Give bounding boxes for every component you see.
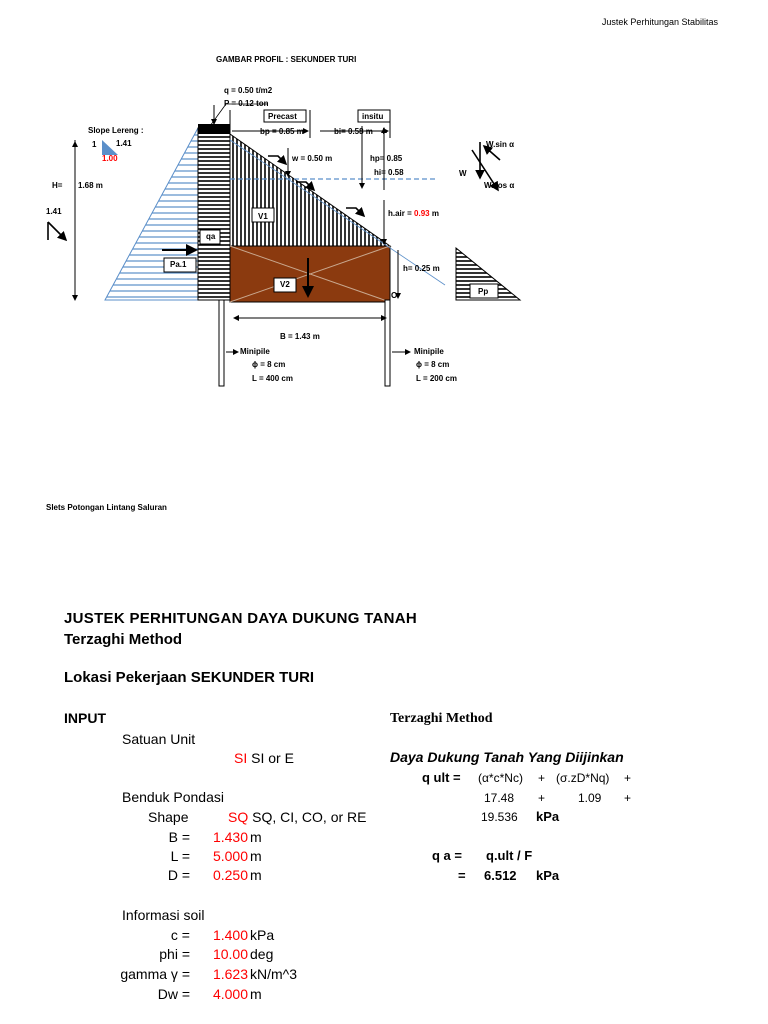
- label-h-value: 1.68 m: [78, 181, 103, 190]
- label-slope-1: 1: [92, 140, 97, 149]
- label-slope-100: 1.00: [102, 154, 118, 163]
- qult-plus3: +: [538, 791, 546, 805]
- label-wcos: W.cos α: [484, 181, 515, 190]
- caption: Slets Potongan Lintang Saluran: [46, 503, 167, 512]
- minipile-left-phi: ϕ = 8 cm: [252, 360, 286, 369]
- label-w: w = 0.50 m: [292, 154, 333, 163]
- label-left-141: 1.41: [46, 207, 62, 216]
- daya-heading: Daya Dukung Tanah Yang Diijinkan: [390, 749, 624, 765]
- qa-eq: =: [458, 868, 466, 883]
- qult-plus1: +: [538, 771, 546, 785]
- qult-term2: (σ.zD*Nq): [556, 771, 610, 785]
- l-label: L =: [170, 848, 190, 864]
- qa-unit: kPa: [536, 868, 560, 883]
- label-h: H=: [52, 181, 63, 190]
- label-b-width: B = 1.43 m: [280, 332, 320, 341]
- b-unit: m: [250, 829, 262, 845]
- dw-unit: m: [250, 986, 262, 1002]
- satuan-value: SI: [234, 750, 248, 766]
- minipile-right-label: Minipile: [414, 347, 444, 356]
- shape-label: Shape: [148, 809, 189, 825]
- qa-expr: q.ult / F: [486, 848, 533, 863]
- drawing-title: GAMBAR PROFIL : SEKUNDER TURI: [216, 55, 357, 64]
- satuan-note: SI or E: [251, 750, 294, 766]
- label-qa: qa: [206, 232, 216, 241]
- wall: [198, 128, 230, 300]
- label-hair: h.air =: [388, 209, 412, 218]
- b-label: B =: [168, 829, 190, 845]
- qult-term1: (α*c*Nc): [478, 771, 523, 785]
- left-soil-slope: [105, 128, 198, 300]
- lokasi: Lokasi Pekerjaan SEKUNDER TURI: [64, 669, 315, 686]
- label-slope-141: 1.41: [116, 139, 132, 148]
- label-pp: Pp: [478, 287, 489, 296]
- d-label: D =: [167, 867, 190, 883]
- qult-v2: 1.09: [578, 791, 602, 805]
- label-precast: Precast: [268, 112, 297, 121]
- minipile-right-phi: ϕ = 8 cm: [416, 360, 450, 369]
- label-hair-value: 0.93: [414, 209, 430, 218]
- label-v2: V2: [280, 280, 290, 289]
- phi-label: phi =: [159, 946, 190, 962]
- satuan-label: Satuan Unit: [122, 731, 196, 747]
- label-v1: V1: [258, 212, 268, 221]
- shape-value: SQ: [228, 809, 249, 825]
- label-slope: Slope Lereng :: [88, 126, 144, 135]
- qult-value: 19.536: [481, 810, 518, 824]
- v1-wedge: [230, 134, 390, 246]
- label-bp: bp = 0.85 m: [260, 127, 304, 136]
- label-pa1: Pa.1: [170, 260, 187, 269]
- gamma-label: gamma γ =: [120, 966, 190, 982]
- d-unit: m: [250, 867, 262, 883]
- label-w-letter: W: [459, 169, 467, 178]
- gamma-value: 1.623: [212, 966, 248, 982]
- b-value: 1.430: [212, 829, 248, 845]
- shape-note: SQ, CI, CO, or RE: [252, 809, 367, 825]
- d-value: 0.250: [212, 867, 248, 883]
- calc-subtitle: Terzaghi Method: [64, 631, 183, 648]
- page-header-title: Justek Perhitungan Stabilitas: [601, 17, 718, 27]
- minipile-left-label: Minipile: [240, 347, 270, 356]
- label-wsin: W.sin α: [486, 140, 515, 149]
- label-hi: hi= 0.58: [374, 168, 404, 177]
- label-q: q = 0.50 t/m2: [224, 86, 273, 95]
- benduk-label: Benduk Pondasi: [122, 789, 224, 805]
- input-heading: INPUT: [64, 710, 106, 726]
- minipile-left-len: L = 400 cm: [252, 374, 293, 383]
- gamma-unit: kN/m^3: [250, 966, 298, 982]
- calc-title: JUSTEK PERHITUNGAN DAYA DUKUNG TANAH: [64, 610, 418, 627]
- label-bi: bi= 0.58 m: [334, 127, 373, 136]
- qult-plus2: +: [624, 771, 632, 785]
- c-value: 1.400: [212, 927, 248, 943]
- dw-value: 4.000: [212, 986, 248, 1002]
- c-label: c =: [170, 927, 190, 943]
- phi-value: 10.00: [212, 946, 248, 962]
- qult-label: q ult =: [422, 770, 461, 785]
- wall-cap: [198, 124, 230, 134]
- soil-label: Informasi soil: [122, 907, 205, 923]
- qult-plus4: +: [624, 791, 632, 805]
- qult-unit: kPa: [536, 809, 560, 824]
- l-unit: m: [250, 848, 262, 864]
- l-value: 5.000: [212, 848, 248, 864]
- qa-label: q a =: [432, 848, 462, 863]
- qa-value: 6.512: [484, 868, 517, 883]
- phi-unit: deg: [250, 946, 274, 962]
- label-hair-unit: m: [431, 209, 439, 218]
- c-unit: kPa: [250, 927, 275, 943]
- label-o: O: [391, 291, 398, 300]
- minipile-right-len: L = 200 cm: [416, 374, 457, 383]
- label-p: P = 0.12 ton: [224, 99, 269, 108]
- dw-label: Dw =: [157, 986, 190, 1002]
- terzaghi-heading: Terzaghi Method: [390, 711, 493, 726]
- label-h-base: h= 0.25 m: [403, 264, 440, 273]
- label-insitu: insitu: [362, 112, 384, 121]
- qult-v1: 17.48: [484, 791, 515, 805]
- label-hp: hp= 0.85: [370, 154, 403, 163]
